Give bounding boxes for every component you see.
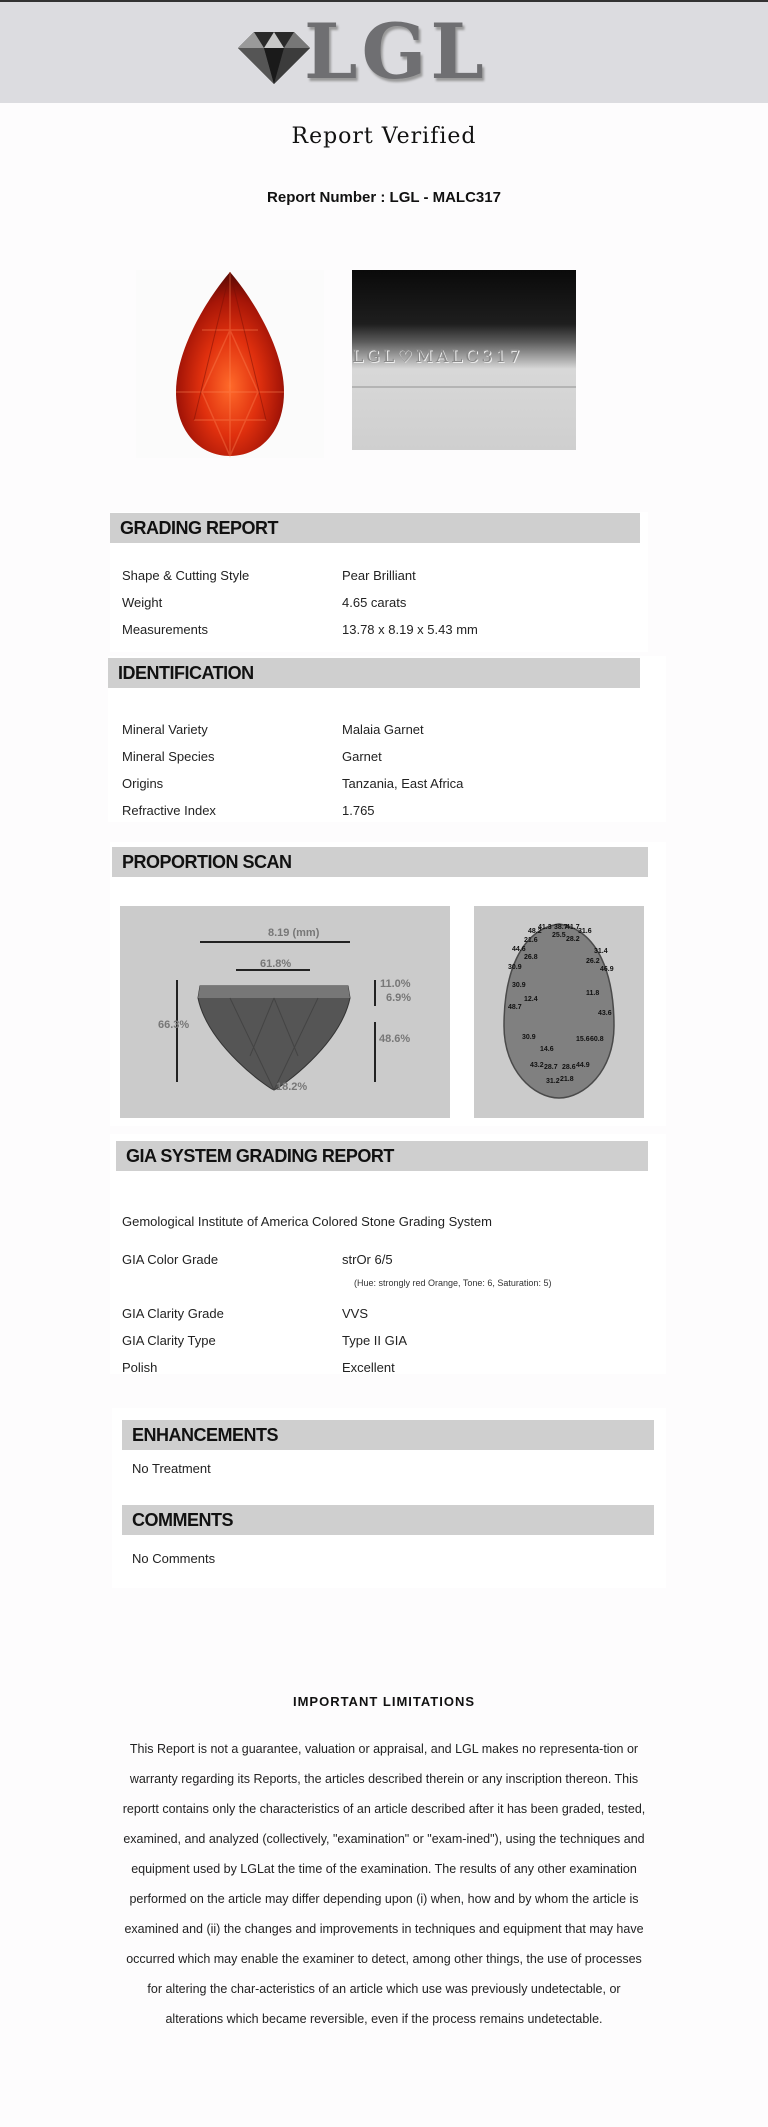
girdle-line — [352, 386, 576, 388]
depth-label: 66.3% — [158, 1019, 190, 1031]
row-value: VVS — [342, 1306, 369, 1321]
side-profile-scan — [120, 906, 450, 1118]
row-value: Excellent — [342, 1360, 395, 1375]
color-grade-note: (Hue: strongly red Orange, Tone: 6, Saturation: 5) — [354, 1278, 552, 1288]
top-scan-label: 60.8 — [590, 1036, 604, 1043]
top-scan-label: 28.7 — [544, 1064, 558, 1071]
top-scan-label: 31.2 — [546, 1078, 560, 1085]
inscription-text: LGL♡MALC317 — [352, 347, 523, 367]
identification-heading: IDENTIFICATION — [108, 658, 640, 688]
page-title: Report Verified — [291, 124, 477, 149]
limitations-heading: IMPORTANT LIMITATIONS — [292, 1694, 476, 1709]
row-label: Polish — [122, 1360, 158, 1375]
grading-report-heading: GRADING REPORT — [110, 513, 640, 543]
top-scan-label: 21.6 — [524, 937, 538, 944]
row-label: Refractive Index — [122, 803, 216, 818]
girdle-label: 6.9% — [386, 992, 412, 1004]
top-scan-label: 30.9 — [508, 964, 522, 971]
lgl-logo[interactable] — [234, 7, 494, 96]
row-label: GIA Clarity Grade — [122, 1306, 224, 1321]
row-value: strOr 6/5 — [342, 1252, 393, 1267]
row-value: Malaia Garnet — [342, 722, 424, 737]
row-value: Garnet — [342, 749, 382, 764]
culet-label: 18.2% — [276, 1081, 308, 1093]
row-label: Origins — [122, 776, 164, 791]
row-label: GIA Color Grade — [122, 1252, 219, 1267]
top-scan-label: 41.3 — [538, 924, 552, 931]
top-scan-label: 28.6 — [562, 1064, 576, 1071]
pavilion-label: 48.6% — [379, 1033, 411, 1045]
top-scan-label: 12.4 — [524, 996, 538, 1003]
enhancements-heading: ENHANCEMENTS — [122, 1420, 654, 1450]
top-scan-label: 43.6 — [598, 1010, 612, 1017]
top-scan-label: 38.7 — [554, 924, 568, 931]
logo-text: LGL — [304, 7, 488, 96]
top-scan-label: 26.2 — [586, 958, 600, 965]
top-scan-label: 11.8 — [586, 990, 600, 997]
top-scan-label: 15.6 — [576, 1036, 590, 1043]
top-scan-label: 28.2 — [566, 936, 580, 943]
gia-heading: GIA SYSTEM GRADING REPORT — [116, 1141, 648, 1171]
crown-label: 11.0% — [380, 978, 411, 990]
row-value: 13.78 x 8.19 x 5.43 mm — [342, 622, 478, 637]
enhancements-text: No Treatment — [132, 1461, 211, 1476]
top-scan-label: 43.2 — [530, 1062, 544, 1069]
top-view-scan — [474, 906, 644, 1118]
proportion-scan-heading: PROPORTION SCAN — [112, 847, 648, 877]
row-label: Weight — [122, 595, 163, 610]
row-label: Measurements — [122, 622, 208, 637]
row-label: GIA Clarity Type — [122, 1333, 216, 1348]
comments-heading: COMMENTS — [122, 1505, 654, 1535]
width-label: 8.19 (mm) — [268, 927, 320, 939]
top-scan-label: 26.8 — [524, 954, 538, 961]
top-scan-label: 44.9 — [576, 1062, 590, 1069]
top-scan-label: 41.7 — [566, 924, 580, 931]
row-value: Tanzania, East Africa — [342, 776, 464, 791]
row-label: Mineral Species — [122, 749, 215, 764]
top-scan-label: 14.6 — [540, 1046, 554, 1053]
top-scan-label: 31.6 — [578, 928, 592, 935]
top-scan-label: 44.6 — [512, 946, 526, 953]
laser-inscription-photo — [352, 270, 576, 450]
gia-system-name: Gemological Institute of America Colored Stone Grading System — [122, 1214, 492, 1229]
top-scan-label: 30.9 — [522, 1034, 536, 1041]
limitations-text: This Report is not a guarantee, valuation or appraisal, and LGL makes no representa-tion or warranty regarding its Reports, the articles described therein or any inscription thereon. This reportt contains only the characteristics of an article described after it has been graded, tested, examined, and analyzed (collectively, "examination" or "exam-ined"), using the techniques and equipment used by LGLat the time of the examination. The results of any other examination performed on the article may differ depending upon (i) when, how and by whom the article is examined and (ii) the changes and improvements in techniques and equipment that may have occurred which may enable the examiner to detect, among other things, the use of processes for altering the char-acteristics of an article which use was previously undetectable, or alterations which became reversible, even if the process remains undetectable. — [122, 1742, 646, 2026]
diamond-icon — [234, 28, 314, 88]
table-label: 61.8% — [260, 958, 292, 970]
comments-text: No Comments — [132, 1551, 216, 1566]
header — [0, 2, 768, 103]
top-scan-label: 25.5 — [552, 932, 566, 939]
top-scan-label: 30.9 — [512, 982, 526, 989]
row-value: Type II GIA — [342, 1333, 408, 1348]
row-value: 4.65 carats — [342, 595, 407, 610]
row-label: Mineral Variety — [122, 722, 208, 737]
top-scan-label: 46.9 — [600, 966, 614, 973]
top-scan-label: 21.8 — [560, 1076, 574, 1083]
row-value: Pear Brilliant — [342, 568, 416, 583]
top-scan-label: 31.4 — [594, 948, 608, 955]
top-scan-label: 48.2 — [528, 928, 542, 935]
gemstone-photo — [136, 270, 324, 458]
row-value: 1.765 — [342, 803, 375, 818]
report-number: Report Number : LGL - MALC317 — [267, 189, 501, 206]
row-label: Shape & Cutting Style — [122, 568, 250, 583]
top-scan-label: 48.7 — [508, 1004, 522, 1011]
